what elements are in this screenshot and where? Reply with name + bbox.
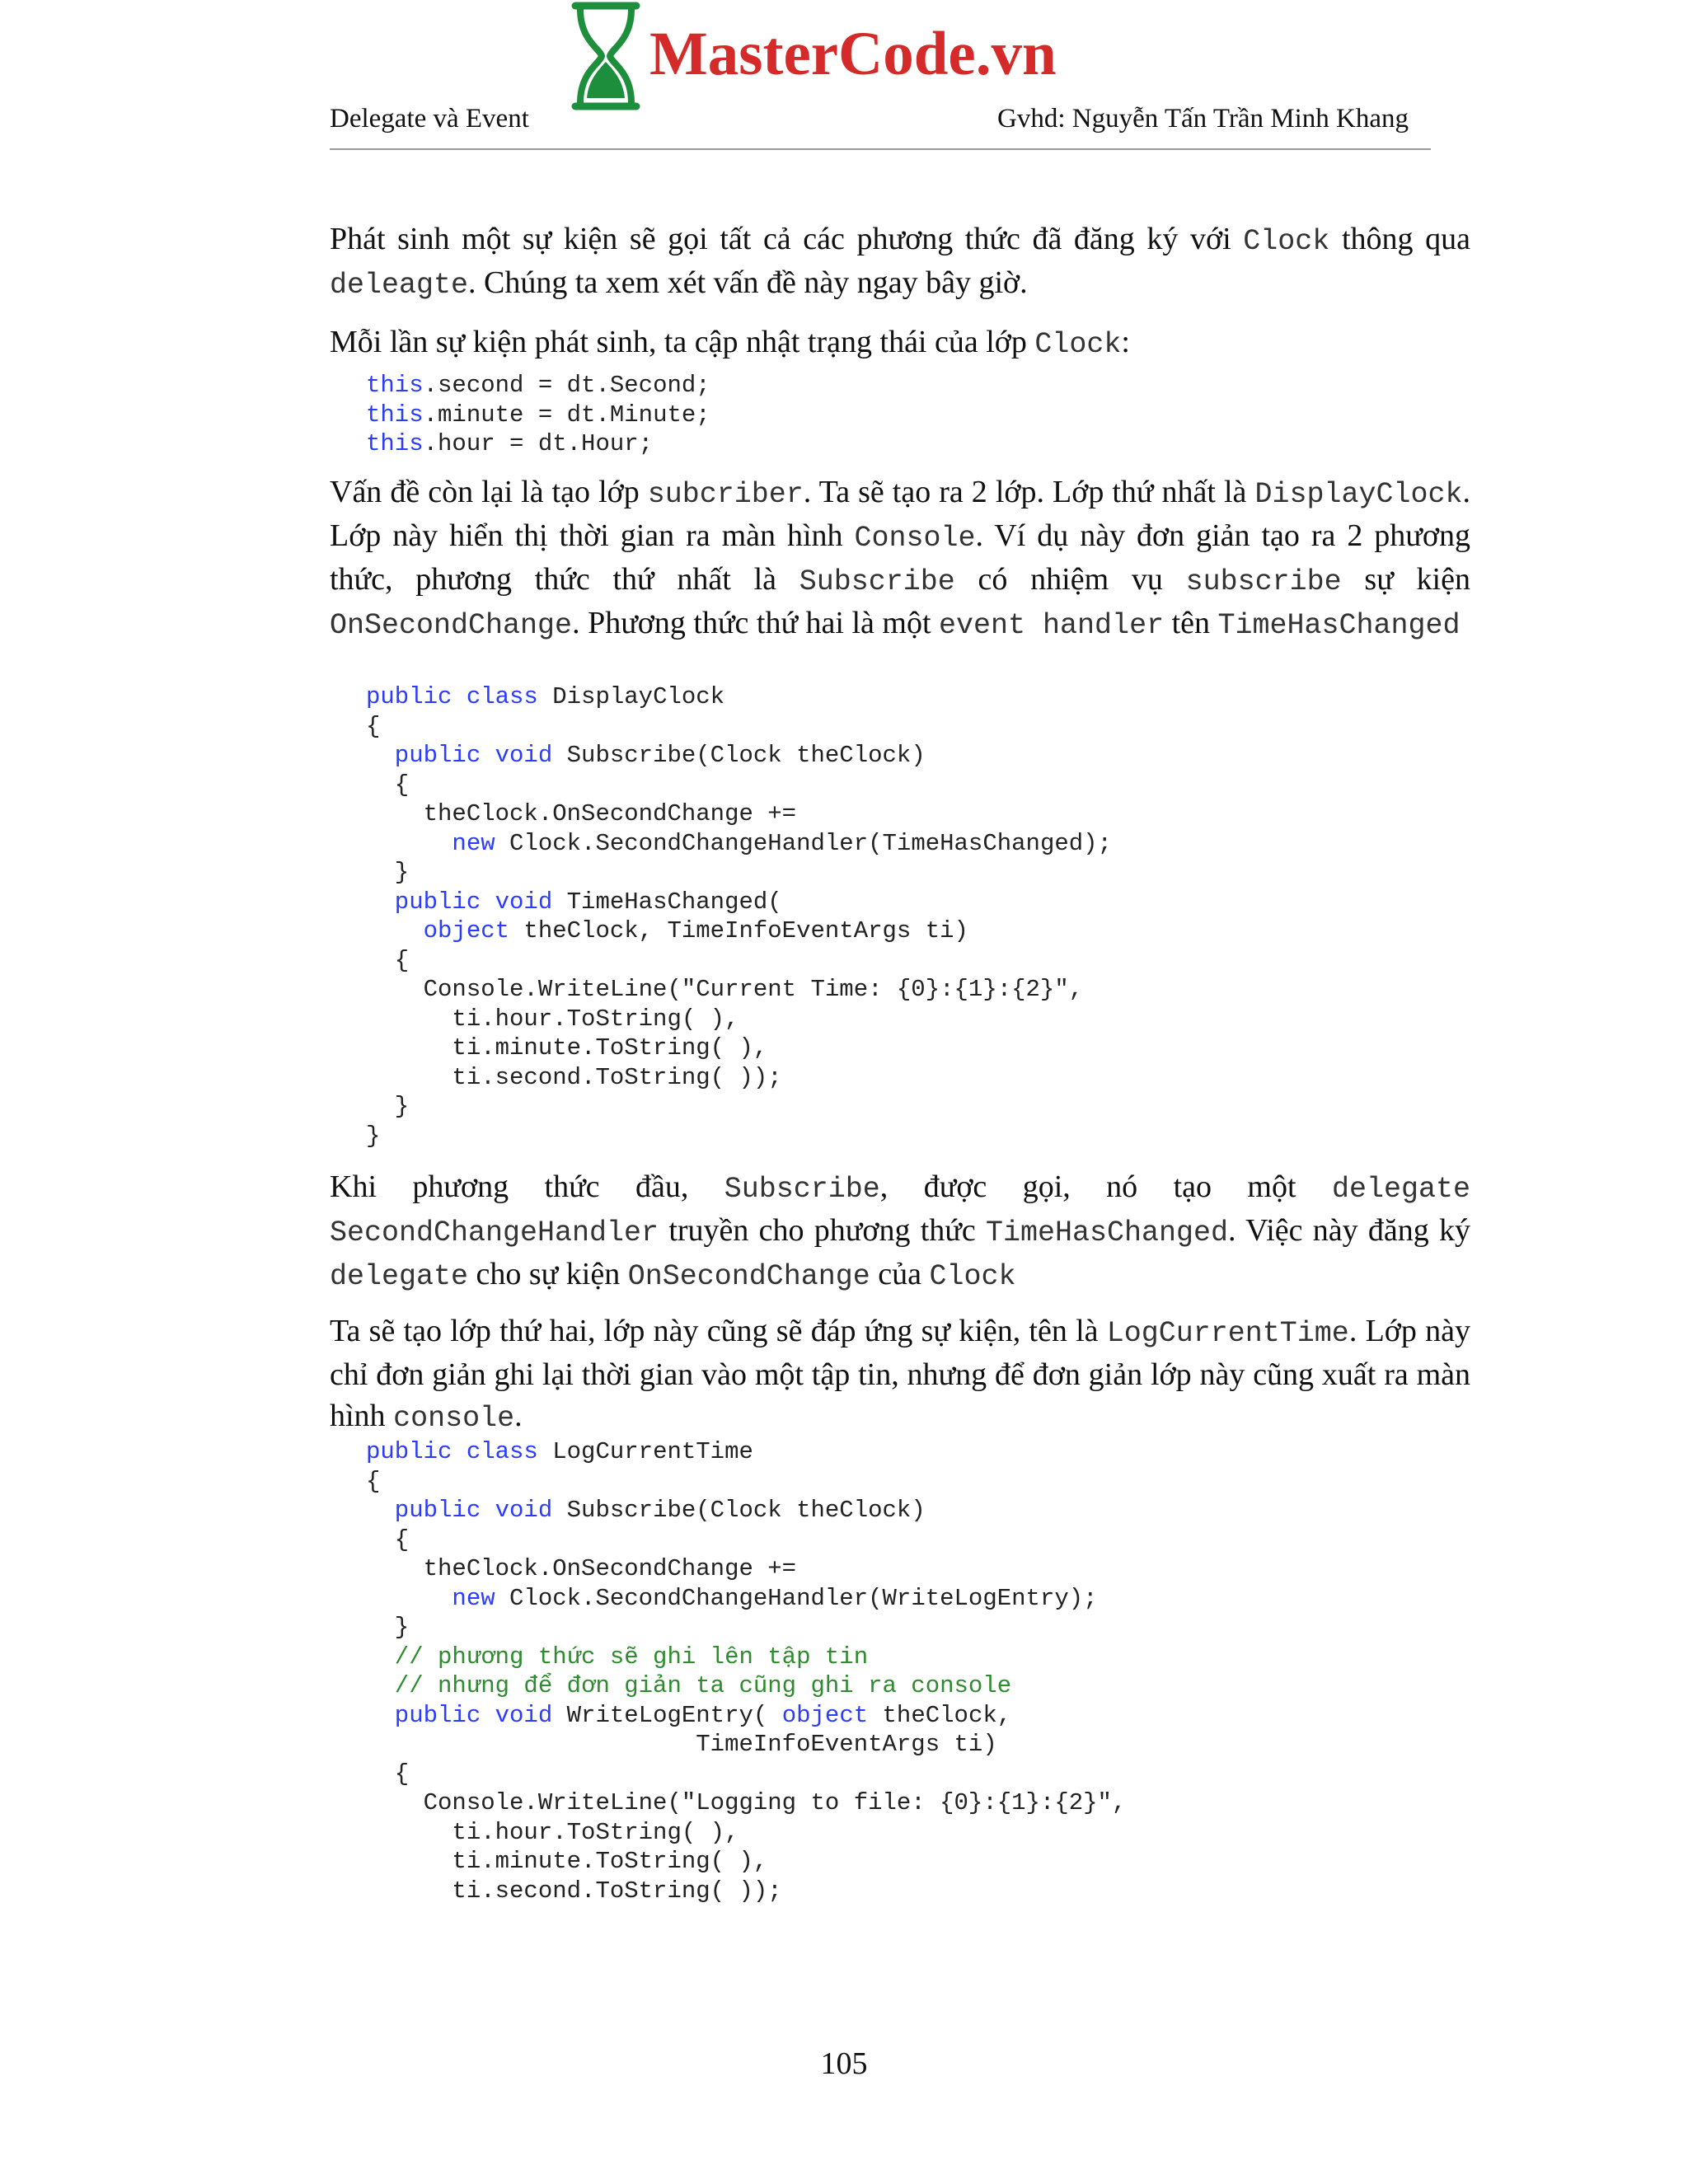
code-line: {: [366, 1526, 410, 1554]
code-line: public void WriteLogEntry( object theClock,: [366, 1701, 1012, 1729]
code-line: this.minute = dt.Minute;: [366, 401, 710, 429]
code-line: new Clock.SecondChangeHandler(TimeHasChanged);: [366, 829, 1112, 857]
code-line: this.second = dt.Second;: [366, 372, 710, 399]
site-logo: [569, 0, 1057, 111]
code-block-2: [366, 682, 1112, 1151]
code-line: ti.second.ToString( ));: [366, 1877, 782, 1905]
code-line: }: [366, 1122, 381, 1150]
code-line: public void TimeHasChanged(: [366, 888, 782, 916]
logo-text: MasterCode.vn: [649, 19, 1057, 88]
code-line: TimeInfoEventArgs ti): [366, 1731, 997, 1758]
code-line: object theClock, TimeInfoEventArgs ti): [366, 917, 968, 944]
code-line: public void Subscribe(Clock theClock): [366, 1497, 926, 1524]
code-line: public void Subscribe(Clock theClock): [366, 742, 926, 769]
paragraph-4: Khi phương thức đầu, Subscribe, được gọi, nó tạo một delegate SecondChangeHandler truyền cho phương thức TimeHasChanged. Việc này đăng ký delegate cho sự kiện OnSecondChange của Clock: [330, 1169, 1471, 1293]
code-line: ti.hour.ToString( ),: [366, 1818, 739, 1846]
code-line: theClock.OnSecondChange +=: [366, 800, 797, 827]
code-line: ti.hour.ToString( ),: [366, 1005, 739, 1033]
code-line: Console.WriteLine("Current Time: {0}:{1}:{2}",: [366, 976, 1084, 1003]
code-comment: // phương thức sẽ ghi lên tập tin: [366, 1643, 869, 1671]
code-line: {: [366, 712, 381, 740]
code-line: }: [366, 1614, 410, 1641]
hourglass-icon: [569, 1, 643, 111]
code-line: }: [366, 1093, 410, 1120]
paragraph-5: Ta sẽ tạo lớp thứ hai, lớp này cũng sẽ đáp ứng sự kiện, tên là LogCurrentTime. Lớp này chỉ đơn giản ghi lại thời gian vào một tập tin, nhưng để đơn giản lớp này cũng xuất ra màn hình console.: [330, 1314, 1470, 1435]
code-line: ti.minute.ToString( ),: [366, 1034, 768, 1062]
page-number: 105: [820, 2046, 868, 2081]
code-line: {: [366, 1467, 381, 1495]
code-line: {: [366, 946, 410, 974]
code-line: {: [366, 771, 410, 799]
code-block-3: [366, 1437, 1126, 1905]
code-line: }: [366, 859, 410, 886]
paragraph-3: Vấn đề còn lại là tạo lớp subcriber. Ta sẽ tạo ra 2 lớp. Lớp thứ nhất là DisplayClock. Lớp này hiển thị thời gian ra màn hình Console. Ví dụ này đơn giản tạo ra 2 phương thức, phương thức thứ nhất là Subscribe có nhiệm vụ subscribe sự kiện OnSecondChange. Phương thức thứ hai là một event handler tên TimeHasChanged: [330, 475, 1471, 642]
paragraph-1: Phát sinh một sự kiện sẽ gọi tất cả các phương thức đã đăng ký với Clock thông qua deleagte. Chúng ta xem xét vấn đề này ngay bây giờ.: [330, 222, 1470, 302]
code-block-1: [366, 371, 710, 459]
code-line: theClock.OnSecondChange +=: [366, 1555, 797, 1582]
code-comment: // nhưng để đơn giản ta cũng ghi ra console: [366, 1672, 1012, 1699]
code-line: Console.WriteLine("Logging to file: {0}:{1}:{2}",: [366, 1789, 1127, 1816]
header-left: Delegate và Event: [330, 104, 529, 134]
code-line: new Clock.SecondChangeHandler(WriteLogEntry);: [366, 1584, 1098, 1612]
code-line: ti.second.ToString( ));: [366, 1063, 782, 1091]
code-line: ti.minute.ToString( ),: [366, 1848, 768, 1875]
header-right: Gvhd: Nguyễn Tấn Trần Minh Khang: [997, 104, 1409, 134]
code-line: public class LogCurrentTime: [366, 1438, 753, 1465]
paragraph-2: Mỗi lần sự kiện phát sinh, ta cập nhật trạng thái của lớp Clock:: [330, 325, 1130, 361]
code-line: this.hour = dt.Hour;: [366, 430, 654, 457]
header-divider: [330, 148, 1431, 150]
code-line: {: [366, 1760, 410, 1788]
code-line: public class DisplayClock: [366, 683, 725, 710]
